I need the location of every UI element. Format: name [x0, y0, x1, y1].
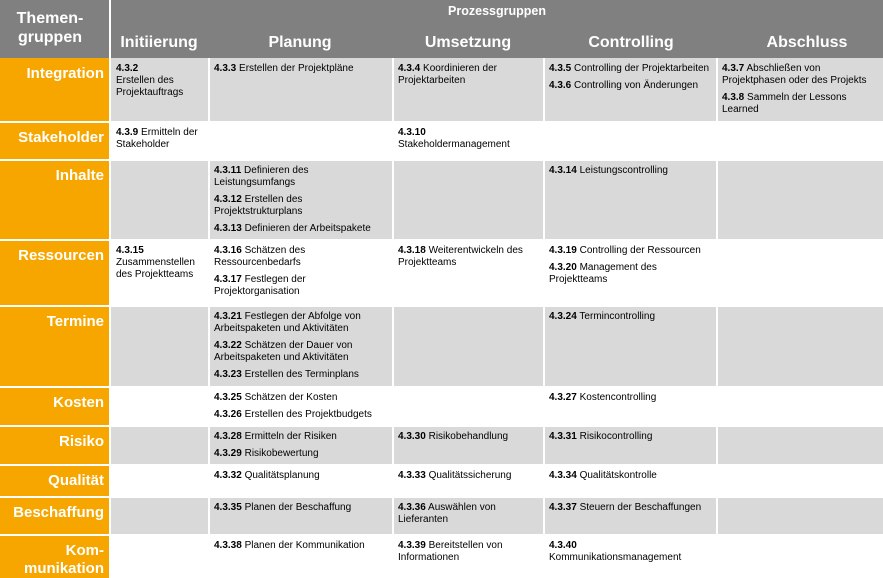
row-divider: [0, 305, 883, 307]
column-divider: [392, 58, 394, 578]
process-entry: 4.3.19 Controlling der Ressourcen: [549, 245, 701, 256]
matrix-cell: [111, 240, 209, 306]
process-entry: 4.3.11 Definieren des Leistungsumfangs: [214, 165, 309, 188]
column-header: Controlling: [588, 34, 674, 51]
process-entry: 4.3.18 Weiterentwickeln des Projektteams: [398, 245, 523, 268]
process-entry: 4.3.23 Erstellen des Terminplans: [214, 369, 359, 380]
process-entry: 4.3.25 Schätzen der Kosten: [214, 392, 338, 403]
process-entry: 4.3.16 Schätzen des Ressourcenbedarfs: [214, 245, 306, 268]
process-entry: 4.3.36 Auswählen von Lieferanten: [398, 502, 496, 525]
matrix-cell: [717, 240, 883, 306]
matrix-cell: [393, 240, 544, 306]
matrix-cell: [111, 426, 209, 465]
process-entry: 4.3.37 Steuern der Beschaffungen: [549, 502, 702, 513]
prozessgruppen-header: [111, 0, 883, 58]
process-entry: 4.3.12 Erstellen des Projektstrukturplans: [214, 194, 303, 217]
process-entry: 4.3.31 Risikocontrolling: [549, 431, 653, 442]
matrix-cell: [209, 306, 393, 387]
process-entry: 4.3.15 Zusammenstellen des Projektteams: [116, 245, 195, 280]
process-entry: 4.3.30 Risikobehandlung: [398, 431, 509, 442]
matrix-cell: [111, 306, 209, 387]
matrix-cell: [717, 58, 883, 122]
matrix-cell: [111, 465, 209, 497]
column-header: Planung: [268, 34, 332, 51]
matrix-cell: [717, 465, 883, 497]
row-label: Risiko: [0, 426, 111, 465]
process-entry: 4.3.8 Sammeln der Lessons Learned: [722, 92, 847, 115]
matrix-cell: [393, 426, 544, 465]
matrix-cell: [209, 426, 393, 465]
matrix-cell: [111, 58, 209, 122]
matrix-cell: [393, 497, 544, 535]
process-entry: 4.3.13 Definieren der Arbeitspakete: [214, 223, 371, 234]
matrix-cell: [393, 58, 544, 122]
process-entry: 4.3.21 Festlegen der Abfolge von Arbeitspaketen und Aktivitäten: [214, 311, 361, 334]
matrix-cell: [209, 240, 393, 306]
process-entry: 4.3.35 Planen der Beschaffung: [214, 502, 352, 513]
label-column-divider: [109, 0, 111, 578]
column-divider: [208, 58, 210, 578]
column-header: Umsetzung: [424, 34, 512, 51]
row-label: Integration: [0, 58, 111, 122]
matrix-cell: [717, 426, 883, 465]
process-entry: 4.3.34 Qualitätskontrolle: [549, 470, 657, 481]
process-entry: 4.3.33 Qualitätssicherung: [398, 470, 512, 481]
matrix-cell: [393, 160, 544, 240]
matrix-cell: [393, 122, 544, 160]
matrix-cell: [717, 387, 883, 426]
row-divider: [0, 386, 883, 388]
process-entry: 4.3.3 Erstellen der Projektpläne: [214, 63, 354, 74]
row-divider: [0, 534, 883, 536]
process-entry: 4.3.26 Erstellen des Projektbudgets: [214, 409, 372, 420]
matrix-cell: [209, 465, 393, 497]
process-entry: 4.3.40 Kommunikationsmanagement: [549, 540, 682, 563]
matrix-cell: [717, 535, 883, 578]
matrix-cell: [111, 387, 209, 426]
row-label: Kosten: [0, 387, 111, 426]
column-header: Initiierung: [120, 34, 198, 51]
matrix-cell: [544, 58, 717, 122]
process-entry: 4.3.32 Qualitätsplanung: [214, 470, 320, 481]
row-label: Beschaffung: [0, 497, 111, 535]
matrix-cell: [111, 497, 209, 535]
process-entry: 4.3.9 Ermitteln der Stakeholder: [116, 127, 198, 150]
matrix-cell: [544, 535, 717, 578]
matrix-cell: [209, 387, 393, 426]
process-entry: 4.3.20 Management des Projektteams: [549, 262, 657, 285]
matrix-cell: [393, 465, 544, 497]
process-entry: 4.3.22 Schätzen der Dauer von Arbeitspaketen und Aktivitäten: [214, 340, 353, 363]
process-entry: 4.3.27 Kostencontrolling: [549, 392, 657, 403]
process-entry: 4.3.10 Stakeholdermanagement: [398, 127, 510, 150]
matrix-cell: [544, 160, 717, 240]
matrix-cell: [544, 465, 717, 497]
process-entry: 4.3.7 Abschließen von Projektphasen oder des Projekts: [722, 63, 867, 86]
row-divider: [0, 121, 883, 123]
prozessgruppen-title: Prozessgruppen: [448, 4, 546, 18]
row-label: Termine: [0, 306, 111, 387]
column-header: Abschluss: [766, 34, 848, 51]
matrix-cell: [209, 122, 393, 160]
matrix-cell: [544, 240, 717, 306]
matrix-cell: [209, 535, 393, 578]
matrix-cell: [209, 160, 393, 240]
matrix-cell: [544, 497, 717, 535]
matrix-cell: [544, 306, 717, 387]
row-label: Stakeholder: [0, 122, 111, 160]
row-divider: [0, 159, 883, 161]
process-entry: 4.3.39 Bereitstellen von Informationen: [398, 540, 503, 563]
process-entry: 4.3.29 Risikobewertung: [214, 448, 319, 459]
row-divider: [0, 425, 883, 427]
matrix-cell: [393, 306, 544, 387]
process-entry: 4.3.24 Termincontrolling: [549, 311, 656, 322]
matrix-cell: [717, 497, 883, 535]
matrix-cell: [393, 387, 544, 426]
matrix-cell: [111, 535, 209, 578]
process-entry: 4.3.2 Erstellen des Projektauftrags: [116, 63, 184, 98]
matrix-cell: [717, 306, 883, 387]
matrix-cell: [717, 160, 883, 240]
process-entry: 4.3.4 Koordinieren der Projektarbeiten: [398, 63, 497, 86]
process-entry: 4.3.6 Controlling von Änderungen: [549, 80, 699, 91]
matrix-cell: [111, 122, 209, 160]
process-entry: 4.3.17 Festlegen der Projektorganisation: [214, 274, 306, 297]
matrix-cell: [544, 426, 717, 465]
row-divider: [0, 464, 883, 466]
row-label: Kom- munikation: [0, 535, 111, 578]
row-label: Inhalte: [0, 160, 111, 240]
matrix-cell: [209, 58, 393, 122]
column-divider: [716, 58, 718, 578]
row-label: Ressourcen: [0, 240, 111, 306]
column-divider: [543, 58, 545, 578]
matrix-cell: [209, 497, 393, 535]
matrix-cell: [544, 122, 717, 160]
row-divider: [0, 496, 883, 498]
process-entry: 4.3.28 Ermitteln der Risiken: [214, 431, 337, 442]
process-entry: 4.3.38 Planen der Kommunikation: [214, 540, 365, 551]
matrix-cell: [544, 387, 717, 426]
matrix-cell: [111, 160, 209, 240]
themengruppen-label: Themen- gruppen: [16, 10, 84, 46]
row-label: Qualität: [0, 465, 111, 497]
process-entry: 4.3.5 Controlling der Projektarbeiten: [549, 63, 710, 74]
matrix-cell: [717, 122, 883, 160]
row-divider: [0, 239, 883, 241]
matrix-cell: [393, 535, 544, 578]
process-entry: 4.3.14 Leistungscontrolling: [549, 165, 668, 176]
